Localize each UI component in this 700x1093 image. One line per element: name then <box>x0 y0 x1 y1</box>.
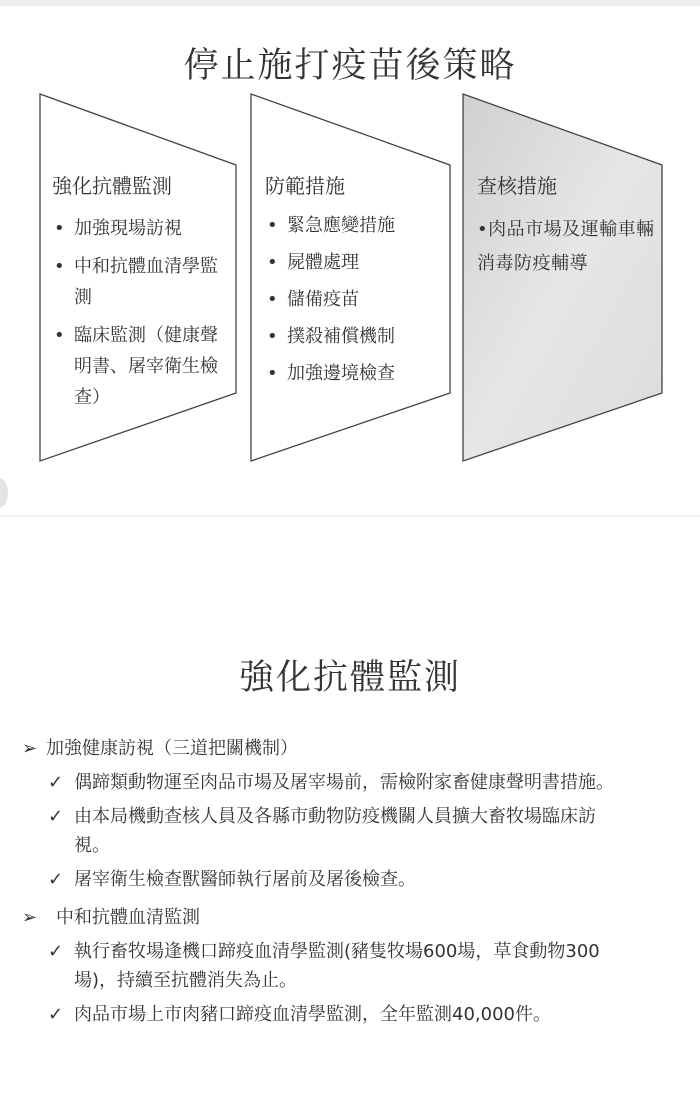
list-group <box>22 735 662 894</box>
monitoring-list <box>22 735 662 1029</box>
list-group <box>22 904 662 1029</box>
panel-prevention-measures <box>265 170 440 398</box>
panel-list-item: •肉品市場及運輸車輛消毒防疫輔導 <box>477 219 655 274</box>
list-group-label: 中和抗體血清監測 <box>56 907 200 928</box>
panel-list-item: • 撲殺補償機制 <box>265 324 440 350</box>
section-title: 強化抗體監測 <box>238 658 461 698</box>
list-group-header <box>22 904 662 932</box>
check-bullet-icon: ✓ <box>48 1004 64 1025</box>
list-item-text: 屠宰衛生檢查獸醫師執行屠前及屠後檢查。 <box>74 869 416 890</box>
panel-list-item: • 加強邊境檢查 <box>265 361 440 387</box>
check-bullet-icon: ✓ <box>48 772 64 793</box>
panel-list-item: • 加強現場訪視 <box>52 213 227 244</box>
page-title: 停止施打疫苗後策略 <box>183 46 517 86</box>
list-item <box>22 768 662 797</box>
page-divider <box>0 515 700 517</box>
list-item <box>22 1000 662 1029</box>
check-bullet-icon: ✓ <box>48 806 64 827</box>
check-bullet-icon: ✓ <box>48 941 64 962</box>
panel-antibody-monitoring <box>52 170 227 420</box>
panel-heading: 防範措施 <box>265 174 345 198</box>
check-bullet-icon: ✓ <box>48 869 64 890</box>
list-item-text: 偶蹄類動物運至肉品市場及屠宰場前，需檢附家畜健康聲明書措施。 <box>74 772 614 793</box>
list-item <box>22 802 662 860</box>
panel-list-item: • 臨床監測（健康聲明書、屠宰衛生檢查） <box>52 320 227 413</box>
panel-list-item: • 儲備疫苗 <box>265 287 440 313</box>
panel-inspection-measures <box>477 170 657 281</box>
list-item <box>22 865 662 894</box>
list-item <box>22 937 662 995</box>
arrow-bullet-icon: ➢ <box>22 907 38 928</box>
panel-heading: 強化抗體監測 <box>52 174 172 198</box>
list-group-label: 加強健康訪視（三道把關機制） <box>46 738 298 759</box>
list-group-header <box>22 735 662 763</box>
panel-heading: 查核措施 <box>477 174 557 198</box>
list-item-text: 執行畜牧場逢機口蹄疫血清學監測(豬隻牧場600場，草食動物300場)，持續至抗體消失為止。 <box>74 941 600 991</box>
list-item-text: 由本局機動查核人員及各縣市動物防疫機關人員擴大畜牧場臨床訪視。 <box>74 806 596 856</box>
panel-list-item: • 中和抗體血清學監測 <box>52 251 227 313</box>
arrow-bullet-icon: ➢ <box>22 738 38 759</box>
panel-list-item: • 屍體處理 <box>265 250 440 276</box>
list-item-text: 肉品市場上市肉豬口蹄疫血清學監測，全年監測40,000件。 <box>74 1004 551 1025</box>
panel-list-item: • 緊急應變措施 <box>265 213 440 239</box>
